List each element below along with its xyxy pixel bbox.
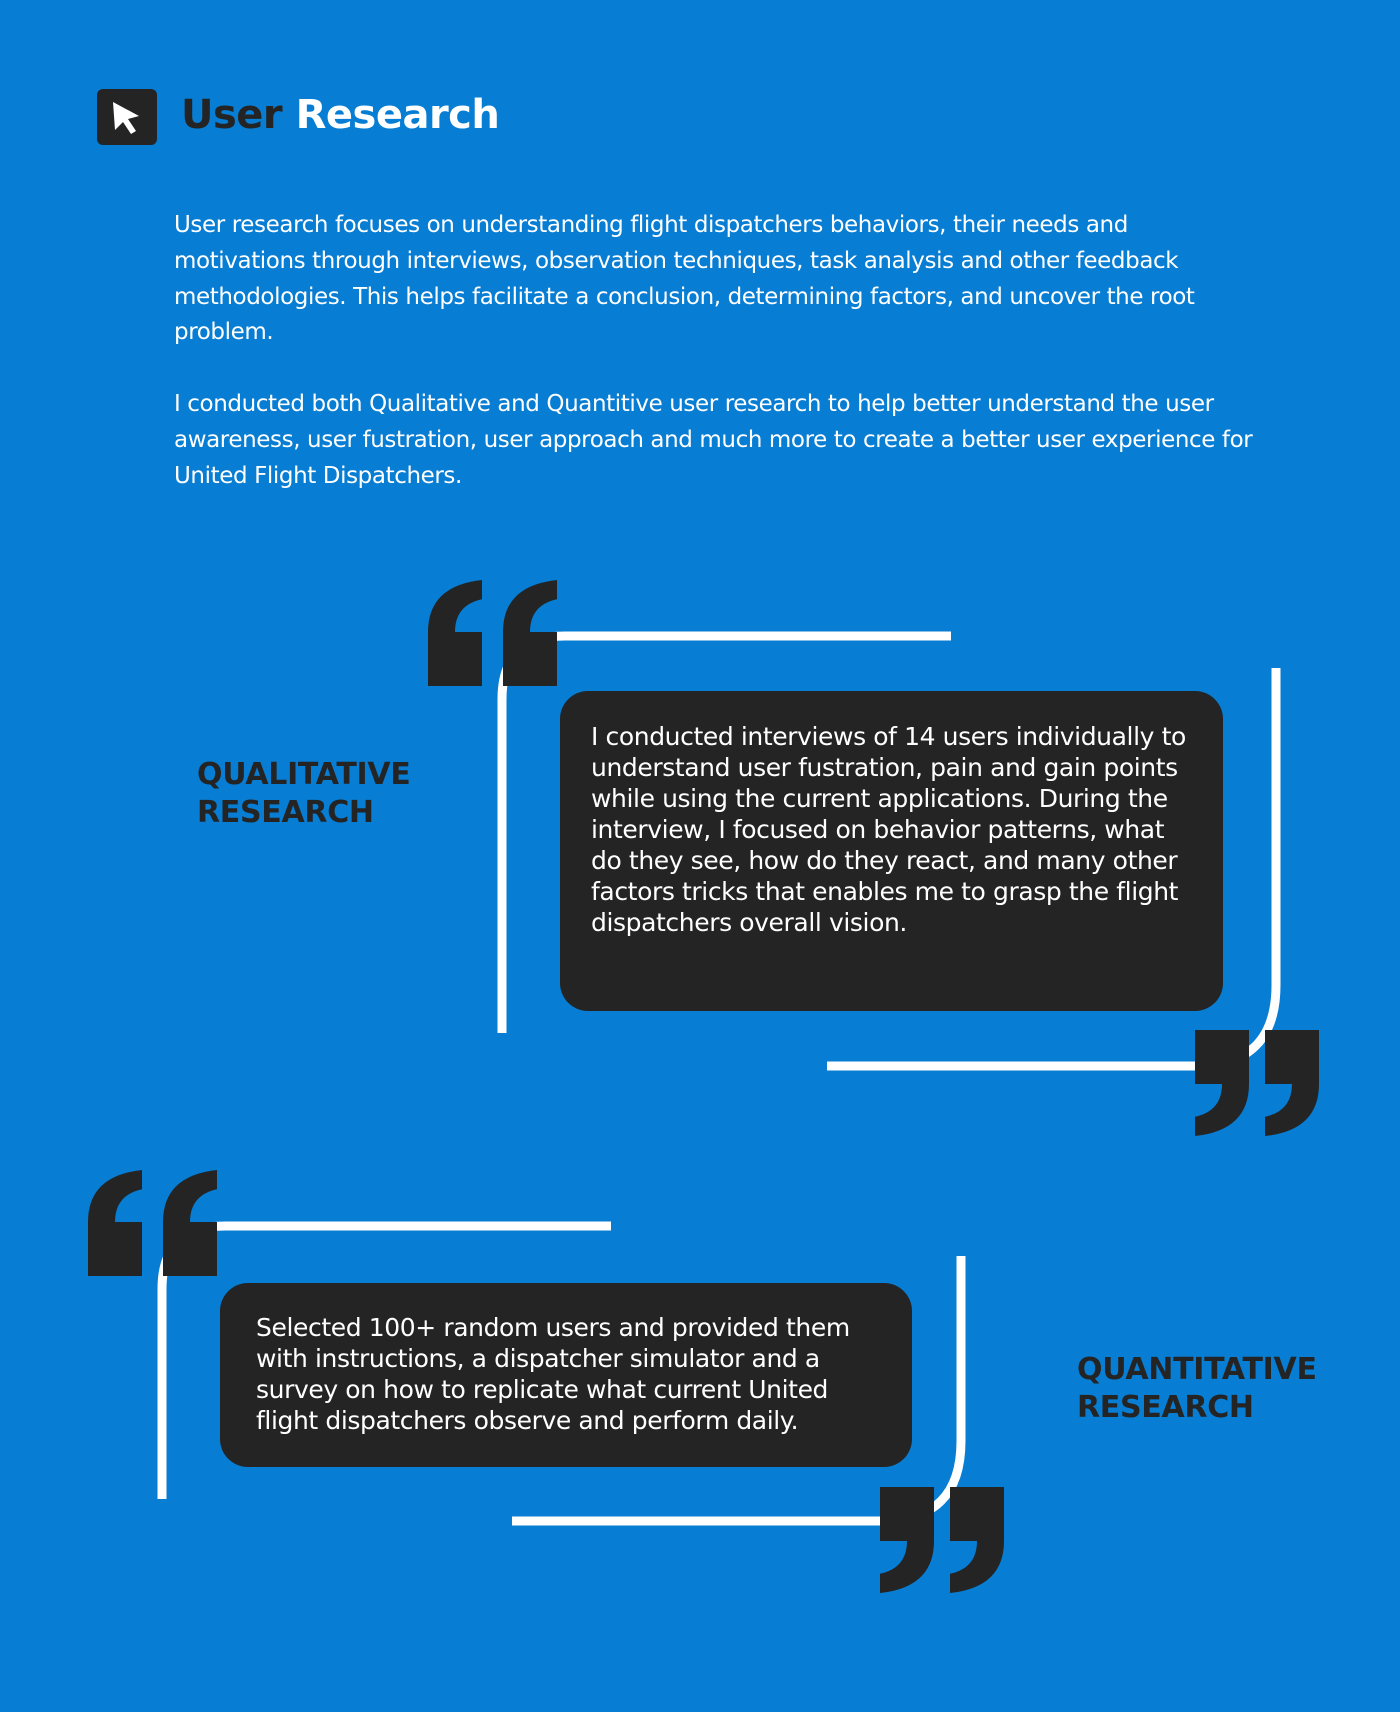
qualitative-open-quote-icon: [428, 580, 557, 686]
cursor-arrow-icon: [97, 89, 157, 145]
page-title-part1: User: [181, 92, 283, 138]
quantitative-open-quote-icon: [88, 1170, 217, 1276]
quantitative-research-label: [1077, 1351, 1317, 1427]
qualitative-label-line1: QUALITATIVE: [197, 757, 411, 792]
qualitative-label-line2: RESEARCH: [197, 795, 374, 830]
qualitative-quote-text: I conducted interviews of 14 users individually to understand user fustration, pain and gain points while using the current applications. During the interview, I focused on behavior patterns, what do they see, how do they react, and many other factors tricks that enables me to grasp the flight dispatchers overall vision.: [591, 722, 1186, 937]
page-title: [181, 84, 499, 146]
page-title-part2: Research: [295, 92, 500, 138]
qualitative-quote-card: [560, 691, 1223, 1011]
quantitative-quote-card: [220, 1283, 912, 1467]
quantitative-label-line1: QUANTITATIVE: [1077, 1352, 1317, 1387]
qualitative-research-label: [197, 756, 411, 832]
intro-paragraph-1: User research focuses on understanding flight dispatchers behaviors, their needs and motivations through interviews, observation techniques, task analysis and other feedback methodologies. This helps facilitate a conclusion, determining factors, and uncover the root problem.: [174, 212, 1195, 346]
intro-paragraph-2: I conducted both Qualitative and Quantitive user research to help better understand the user awareness, user fustration, user approach and much more to create a better user experience for United Flight Dispatchers.: [174, 391, 1253, 489]
quantitative-quote-text: Selected 100+ random users and provided them with instructions, a dispatcher simulator and a survey on how to replicate what current United flight dispatchers observe and perform daily.: [256, 1313, 850, 1435]
quantitative-label-line2: RESEARCH: [1077, 1390, 1254, 1425]
